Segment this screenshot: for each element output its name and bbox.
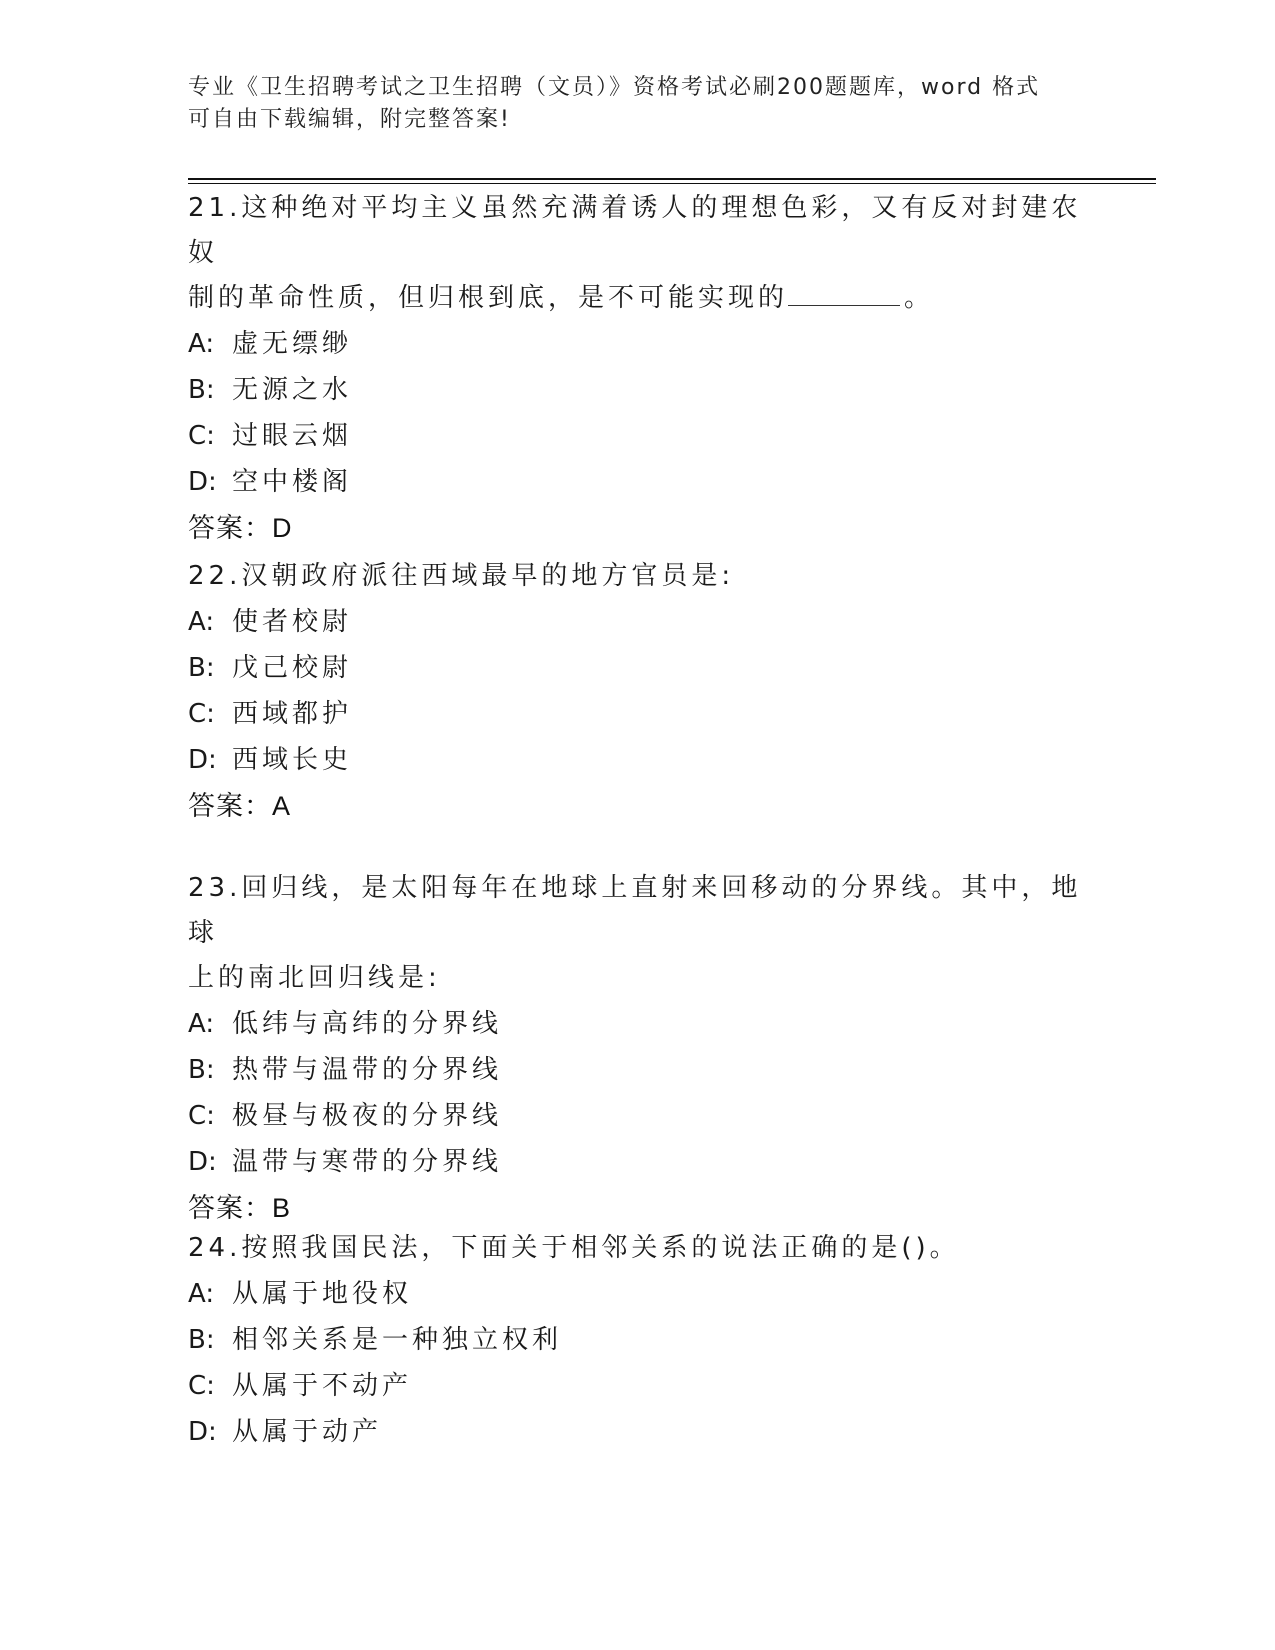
option-key: D:	[188, 1147, 217, 1177]
option-text: 过眼云烟	[232, 421, 353, 451]
fill-in-blank	[788, 279, 900, 306]
question-23	[188, 866, 1088, 1231]
option-a	[188, 599, 1088, 645]
stem-line-2-text: 制的革命性质，但归根到底，是不可能实现的	[188, 283, 789, 313]
option-text: 西域长史	[232, 745, 353, 775]
question-22	[188, 554, 1088, 829]
question-21	[188, 186, 1088, 551]
header-divider-thin	[188, 183, 1156, 184]
stem-line-1: 23.回归线，是太阳每年在地球上直射来回移动的分界线。其中，地球	[188, 873, 1082, 948]
option-c	[188, 413, 1088, 459]
option-text: 低纬与高纬的分界线	[232, 1009, 503, 1039]
option-key: C:	[188, 1101, 215, 1131]
option-text: 虚无缥缈	[232, 329, 353, 359]
option-key: C:	[188, 699, 215, 729]
stem-line-2: 上的南北回归线是:	[188, 963, 441, 993]
option-key: B:	[188, 653, 215, 683]
option-key: B:	[188, 1055, 215, 1085]
option-a	[188, 1271, 1088, 1317]
option-b	[188, 367, 1088, 413]
option-c	[188, 1093, 1088, 1139]
option-key: A:	[188, 607, 215, 637]
option-c	[188, 1363, 1088, 1409]
option-text: 使者校尉	[232, 607, 353, 637]
stem-line-1: 24.按照我国民法，下面关于相邻关系的说法正确的是()。	[188, 1233, 960, 1263]
option-text: 空中楼阁	[232, 467, 353, 497]
option-text: 西域都护	[232, 699, 353, 729]
option-text: 温带与寒带的分界线	[232, 1147, 503, 1177]
option-d	[188, 1139, 1088, 1185]
option-key: B:	[188, 375, 215, 405]
option-key: C:	[188, 421, 215, 451]
header-line-1: 专业《卫生招聘考试之卫生招聘（文员）》资格考试必刷200题题库，word 格式	[188, 75, 1041, 100]
option-a	[188, 1001, 1088, 1047]
option-key: D:	[188, 1417, 217, 1447]
option-text: 从属于地役权	[232, 1279, 413, 1309]
stem-line-1: 22.汉朝政府派往西域最早的地方官员是:	[188, 561, 735, 591]
answer: 答案：A	[188, 791, 292, 821]
option-b	[188, 645, 1088, 691]
document-header	[188, 72, 1088, 136]
stem-line-1: 21.这种绝对平均主义虽然充满着诱人的理想色彩，又有反对封建农奴	[188, 193, 1082, 268]
question-stem	[188, 186, 1088, 321]
question-stem	[188, 866, 1088, 1001]
option-b	[188, 1047, 1088, 1093]
stem-line-2	[188, 276, 1088, 321]
option-key: D:	[188, 745, 217, 775]
question-stem	[188, 554, 1088, 599]
option-text: 戊己校尉	[232, 653, 353, 683]
stem-line-2-tail: 。	[904, 283, 935, 313]
question-24	[188, 1226, 1088, 1455]
option-d	[188, 737, 1088, 783]
option-key: C:	[188, 1371, 215, 1401]
option-text: 极昼与极夜的分界线	[232, 1101, 503, 1131]
answer: 答案：D	[188, 513, 293, 543]
header-line-2: 可自由下载编辑，附完整答案!	[188, 107, 511, 132]
option-text: 热带与温带的分界线	[232, 1055, 503, 1085]
option-key: B:	[188, 1325, 215, 1355]
option-text: 相邻关系是一种独立权利	[232, 1325, 563, 1355]
option-text: 从属于不动产	[232, 1371, 413, 1401]
option-text: 无源之水	[232, 375, 353, 405]
option-key: A:	[188, 329, 215, 359]
option-b	[188, 1317, 1088, 1363]
option-d	[188, 459, 1088, 505]
option-key: A:	[188, 1009, 215, 1039]
option-key: D:	[188, 467, 217, 497]
option-text: 从属于动产	[232, 1417, 383, 1447]
option-d	[188, 1409, 1088, 1455]
header-divider-thick	[188, 178, 1156, 180]
option-a	[188, 321, 1088, 367]
answer: 答案：B	[188, 1193, 292, 1223]
option-key: A:	[188, 1279, 215, 1309]
question-stem	[188, 1226, 1088, 1271]
option-c	[188, 691, 1088, 737]
